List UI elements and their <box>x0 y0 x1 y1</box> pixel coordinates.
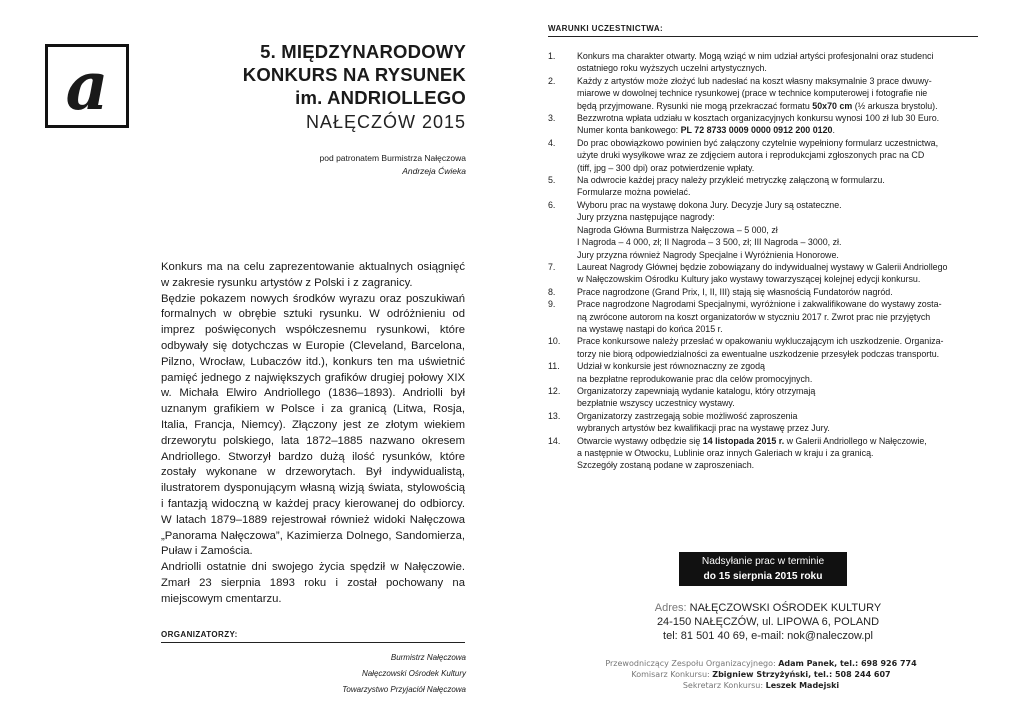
rule-line: Numer konta bankowego: PL 72 8733 0009 0000 0912 200 0120. <box>577 125 835 136</box>
rule-text <box>577 298 980 335</box>
rule-number: 10. <box>548 336 561 347</box>
staff-name: Adam Panek, tel.: 698 926 774 <box>778 659 917 668</box>
staff-list <box>575 658 947 691</box>
staff-name: Zbigniew Strzyżyński, tel.: 508 244 607 <box>712 670 891 679</box>
rule-line: użyte druki wysyłkowe wraz ze zdjęciem autora i reprodukcjami zgłoszonych prac na CD <box>577 150 925 161</box>
address-contact: tel: 81 501 40 69, e-mail: nok@naleczow.pl <box>663 630 873 642</box>
rule-item <box>548 298 980 335</box>
rule-line: na wystawę nastąpi do końca 2015 r. <box>577 323 723 334</box>
intro-paragraph: Andriolli ostatnie dni swojego życia spędził w Nałęczowie. Zmarł 23 sierpnia 1893 roku i został pochowany na miejscowym cmentarzu. <box>161 561 465 605</box>
organizer-item: Burmistrz Nałęczowa <box>390 653 466 662</box>
staff-role: Sekretarz Konkursu: <box>682 681 764 690</box>
rule-text <box>577 335 980 360</box>
rule-item <box>548 112 980 137</box>
intro-paragraph: Konkurs ma na celu zaprezentowanie aktualnych osiągnięć w zakresie rysunku artystów z Polski i z zagranicy. <box>161 261 465 289</box>
rule-item <box>548 174 980 199</box>
andriolli-logo-icon: a <box>65 47 109 125</box>
rule-number: 8. <box>548 286 556 297</box>
rule-line: Organizatorzy zastrzegają sobie możliwość zaproszenia <box>577 410 798 421</box>
rule-line: w Nałęczowskim Ośrodku Kultury jako wystawy towarzyszącej kolejnej edycji konkursu. <box>577 274 921 285</box>
rule-line: wybranych artystów bez kwalifikacji prac na wystawę przez Jury. <box>577 423 830 434</box>
rule-line: Wyboru prac na wystawę dokona Jury. Decyzje Jury są ostateczne. <box>577 199 842 210</box>
rules-heading: WARUNKI UCZESTNICTWA: <box>548 24 978 37</box>
organizers-list <box>342 650 466 698</box>
rule-line: Szczegóły zostaną podane w zaproszeniach. <box>577 460 755 471</box>
rule-line: Bezzwrotna wpłata udziału w kosztach organizacyjnych konkursu wynosi 100 zł lub 30 Euro. <box>577 113 940 124</box>
rule-number: 2. <box>548 75 556 86</box>
competition-title <box>243 40 466 109</box>
rule-line: a następnie w Otwocku, Lublinie oraz innych Galeriach w kraju i za granicą. <box>577 448 874 458</box>
rule-text <box>577 360 980 385</box>
rule-item <box>548 137 980 174</box>
rule-item <box>548 75 980 112</box>
staff-role: Komisarz Konkursu: <box>631 670 710 679</box>
rule-number: 7. <box>548 261 556 272</box>
rule-line: Prace nagrodzone (Grand Prix, I, II, III) stają się własnością Fundatorów nagród. <box>577 286 893 297</box>
rule-line: Na odwrocie każdej pracy należy przykleić metryczkę załączoną w formularzu. <box>577 175 885 186</box>
rule-number: 12. <box>548 385 561 396</box>
rule-line: Do prac obowiązkowo powinien być załączony czytelnie wypełniony formularz uczestnictwa, <box>577 137 939 148</box>
rule-line: torzy nie biorą odpowiedzialności za ewentualne uszkodzenie przesyłek podczas transportu. <box>577 348 940 359</box>
address-block <box>600 601 936 643</box>
rule-line: miarowe w dowolnej technice rysunkowej (prace w technice komputerowej i fotografie nie <box>577 88 928 99</box>
rule-text <box>577 50 980 75</box>
deadline-box <box>679 552 847 586</box>
rule-line: bezpłatnie wszyscy uczestnicy wystawy. <box>577 398 735 409</box>
rule-text <box>577 286 980 298</box>
staff-item <box>575 680 947 691</box>
patronage-note <box>320 152 466 178</box>
rule-line: Prace nagrodzone Nagrodami Specjalnymi, wyróżnione i zakwalifikowane do wystawy zosta- <box>577 299 942 310</box>
rule-number: 9. <box>548 299 556 310</box>
deadline-date: do 15 sierpnia 2015 roku <box>703 571 823 582</box>
rule-text <box>577 174 980 199</box>
rule-number: 4. <box>548 137 556 148</box>
title-line-1: 5. MIĘDZYNARODOWY <box>260 41 466 62</box>
staff-item <box>575 658 947 669</box>
patronage-line: pod patronatem Burmistrza Nałęczowa <box>319 153 466 163</box>
rule-item <box>548 199 980 261</box>
rule-line: Udział w konkursie jest równoznaczny ze zgodą <box>577 361 765 372</box>
competition-subtitle: NAŁĘCZÓW 2015 <box>305 112 466 132</box>
rule-number: 1. <box>548 51 556 61</box>
rule-line: I Nagroda – 4 000, zł; II Nagroda – 3 500, zł; III Nagroda – 3000, zł. <box>577 237 842 248</box>
title-line-2: KONKURS NA RYSUNEK <box>242 64 466 85</box>
rule-number: 3. <box>548 113 556 124</box>
rule-item <box>548 435 980 472</box>
rules-list <box>548 50 980 472</box>
rule-line: na bezpłatne reprodukowanie prac dla celów promocyjnych. <box>577 373 813 384</box>
rule-line: Formularze można powielać. <box>577 187 691 198</box>
rule-item <box>548 385 980 410</box>
rule-text <box>577 137 980 174</box>
rule-item <box>548 410 980 435</box>
competition-logo <box>45 44 129 128</box>
rule-line: Konkurs ma charakter otwarty. Mogą wziąć w nim udział artyści profesjonalni oraz studenci <box>577 51 934 61</box>
rule-number: 6. <box>548 199 556 210</box>
intro-text <box>161 260 465 608</box>
rule-line: Prace konkursowe należy przesłać w opakowaniu wykluczającym ich uszkodzenie. Organiza- <box>577 336 944 347</box>
staff-role: Przewodniczący Zespołu Organizacyjnego: <box>605 659 776 668</box>
rule-text <box>577 112 980 137</box>
rule-line: (tiff, jpg – 300 dpi) oraz potwierdzenie wpłaty. <box>577 162 755 173</box>
rule-text <box>577 261 980 286</box>
organizers-heading: ORGANIZATORZY: <box>161 630 465 643</box>
rule-item <box>548 261 980 286</box>
rule-line: Każdy z artystów może złożyć lub nadesłać na koszt własny maksymalnie 3 prace dwuwy- <box>577 75 932 86</box>
deadline-label: Nadsyłanie prac w terminie <box>701 556 825 567</box>
rule-line: ostatniego roku wyższych uczelni artystycznych. <box>577 63 767 74</box>
rule-item <box>548 335 980 360</box>
title-line-3: im. ANDRIOLLEGO <box>295 87 466 108</box>
rule-line: Nagroda Główna Burmistrza Nałęczowa – 5 000, zł <box>577 224 778 235</box>
rule-line: Jury przyzna również Nagrody Specjalne i Wyróżnienia Honorowe. <box>577 249 839 260</box>
rule-line: będą przyjmowane. Rysunki nie mogą przekraczać formatu 50x70 cm (½ arkusza brystolu). <box>577 100 938 111</box>
rule-number: 13. <box>548 410 561 421</box>
address-label: Adres: <box>654 602 687 614</box>
address-name: NAŁĘCZOWSKI OŚRODEK KULTURY <box>689 602 882 614</box>
rule-text <box>577 199 980 261</box>
rule-number: 5. <box>548 175 556 186</box>
rule-text <box>577 410 980 435</box>
rule-item <box>548 360 980 385</box>
patron-name: Andrzeja Ćwieka <box>402 166 466 176</box>
rule-line: Otwarcie wystawy odbędzie się 14 listopada 2015 r. w Galerii Andriollego w Nałęczowie, <box>577 435 927 446</box>
intro-paragraph: Będzie pokazem nowych środków wyrazu oraz poszukiwań formalnych w obrębie sztuki rysunku. W odróżnieniu od imprez poświęconych współczesnemu rysunkowi, które odbywały się dotychczas w Europie (Cleveland, Barcelona, Pilzno, Wrocław, Lubaczów itd.), konkurs ten ma uświetnić pamięć jednego z największych grafików drugiej połowy XIX w. Michała Elwiro Andriollego (1836–1893). Andriolli był uznanym grafikiem w Polsce i za granicą (Litwa, Rosja, Italia, Francja, Niemcy). Złączony jest ze złotym wiekiem drzeworytu polskiego, lata 1872–1885 nazwano okresem Andriollego. Stworzył bardzo dużą ilość rysunków, które zostały wykonane w drzeworytach. Był indywidualistą, ilustratorem dysponującym własną wizją świata, stylowością i fantazją widoczną w każdej pracy kierowanej do odbiorcy. W latach 1879–1889 rejestrował również widoki Nałęczowa „Panorama Nałęczowa”, Kazimierza Dolnego, Sandomierza, Puław i Zamościa. <box>161 292 465 558</box>
rule-number: 14. <box>548 435 561 446</box>
rule-line: ną zwrócone autorom na koszt organizatorów w styczniu 2017 r. Zwrot prac nie przyjętych <box>577 311 931 322</box>
rule-text <box>577 385 980 410</box>
rule-item <box>548 50 980 75</box>
rule-line: Jury przyzna następujące nagrody: <box>577 212 715 223</box>
staff-name: Leszek Madejski <box>765 681 840 690</box>
rule-text <box>577 75 980 112</box>
rule-item <box>548 286 980 298</box>
address-street: 24-150 NAŁĘCZÓW, ul. LIPOWA 6, POLAND <box>656 616 880 628</box>
rule-text <box>577 435 980 472</box>
organizer-item: Nałęczowski Ośrodek Kultury <box>361 669 466 678</box>
rule-line: Laureat Nagrody Głównej będzie zobowiązany do indywidualnej wystawy w Galerii Andriollego <box>577 261 948 272</box>
rule-number: 11. <box>548 361 560 372</box>
organizer-item: Towarzystwo Przyjaciół Nałęczowa <box>342 685 466 694</box>
staff-item <box>575 669 947 680</box>
rule-line: Organizatorzy zapewniają wydanie katalogu, który otrzymają <box>577 385 816 396</box>
